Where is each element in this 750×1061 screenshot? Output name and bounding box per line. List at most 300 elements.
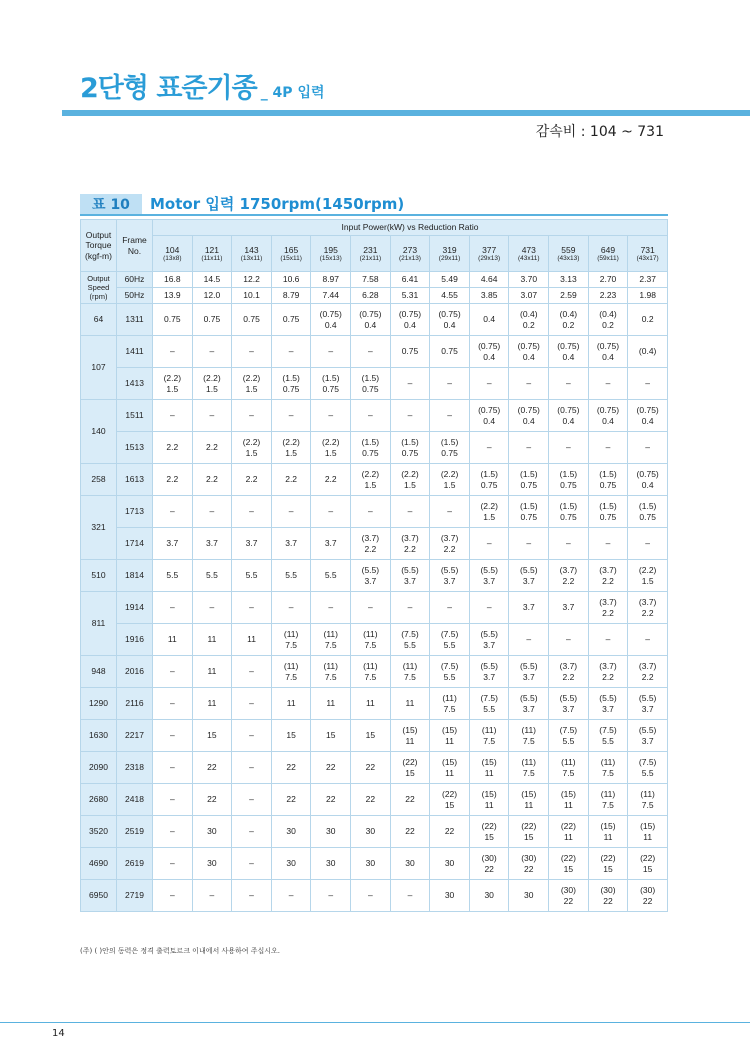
power-cell xyxy=(390,464,430,496)
power-cell: – xyxy=(469,432,509,464)
table-row xyxy=(81,336,668,368)
power-split xyxy=(628,661,667,681)
power-split xyxy=(549,469,588,489)
speed-label: Output Speed (rpm) xyxy=(81,272,117,304)
speed-value: 3.07 xyxy=(509,288,549,304)
power-cell: 15 xyxy=(192,720,232,752)
power-cell: – xyxy=(271,496,311,528)
power-rated: 11 xyxy=(524,799,534,810)
torque-cell: 107 xyxy=(81,336,117,400)
power-split xyxy=(589,469,628,489)
power-rated: 5.5 xyxy=(443,639,456,650)
power-cell xyxy=(469,720,509,752)
power-cell xyxy=(311,304,351,336)
power-cell xyxy=(232,432,272,464)
power-rated: 0.4 xyxy=(324,319,337,330)
power-cell: – xyxy=(153,400,193,432)
power-cell: 30 xyxy=(469,880,509,912)
power-cell xyxy=(469,752,509,784)
power-cell xyxy=(469,656,509,688)
power-cell xyxy=(469,688,509,720)
power-split xyxy=(430,437,469,457)
ratio-value: 104 xyxy=(165,244,180,255)
power-cell xyxy=(509,400,549,432)
power-cell xyxy=(469,560,509,592)
power-cell xyxy=(430,432,470,464)
power-rated: 15 xyxy=(444,799,455,810)
power-cell: – xyxy=(153,752,193,784)
ratio-stage: (13x8) xyxy=(163,254,182,262)
power-cell xyxy=(390,752,430,784)
power-rated: 15 xyxy=(524,831,534,842)
power-rated: 15 xyxy=(563,863,574,874)
power-max: (11) xyxy=(283,661,299,672)
power-max: (2.2) xyxy=(203,373,221,384)
power-cell: 2.2 xyxy=(192,464,232,496)
speed-value: 4.64 xyxy=(469,272,509,288)
power-max: (11) xyxy=(521,725,537,736)
power-cell xyxy=(469,400,509,432)
table-row xyxy=(81,304,668,336)
power-split xyxy=(470,661,509,681)
power-split xyxy=(549,789,588,809)
power-rated: 1.5 xyxy=(324,447,337,458)
power-cell: 3.7 xyxy=(271,528,311,560)
power-rated: 11 xyxy=(484,799,494,810)
spec-table xyxy=(80,219,668,912)
power-rated: 0.4 xyxy=(562,351,575,362)
power-max: (5.5) xyxy=(361,565,380,576)
power-split xyxy=(351,565,390,585)
power-max: (2.2) xyxy=(242,373,261,384)
power-cell: 5.5 xyxy=(153,560,193,592)
power-max: (5.5) xyxy=(440,565,459,576)
power-max: (0.75) xyxy=(478,341,501,352)
power-split xyxy=(470,853,509,873)
power-max: (1.5) xyxy=(520,501,538,512)
power-rated: 0.4 xyxy=(364,319,377,330)
power-cell: – xyxy=(588,432,628,464)
power-max: (11) xyxy=(402,661,418,672)
power-rated: 1.5 xyxy=(364,479,377,490)
power-max: (0.75) xyxy=(557,405,580,416)
power-cell xyxy=(588,688,628,720)
power-split xyxy=(509,757,548,777)
power-split xyxy=(628,501,667,521)
power-cell: – xyxy=(192,496,232,528)
power-cell: 11 xyxy=(192,624,232,656)
power-max: (5.5) xyxy=(559,693,578,704)
power-cell: – xyxy=(232,336,272,368)
power-rated: 5.5 xyxy=(602,735,614,746)
torque-cell: 258 xyxy=(81,464,117,496)
power-split xyxy=(628,597,667,617)
power-split xyxy=(589,885,628,905)
speed-value: 2.59 xyxy=(549,288,589,304)
power-rated: 0.4 xyxy=(522,351,535,362)
power-cell xyxy=(549,784,589,816)
power-split xyxy=(311,309,350,329)
frame-cell: 2619 xyxy=(117,848,153,880)
power-max: (15) xyxy=(600,821,616,832)
power-max: (0.75) xyxy=(596,341,620,352)
header-row xyxy=(81,220,668,236)
power-split xyxy=(311,437,350,457)
power-cell: 3.7 xyxy=(232,528,272,560)
table-title: Motor 입력 1750rpm(1450rpm) xyxy=(150,195,405,213)
power-cell xyxy=(628,784,668,816)
power-cell: – xyxy=(271,400,311,432)
table-row xyxy=(81,752,668,784)
power-max: (22) xyxy=(560,821,576,832)
power-split xyxy=(391,565,430,585)
page-title: 2단형 표준기종 xyxy=(80,73,257,104)
power-rated: 15 xyxy=(603,863,613,874)
power-split xyxy=(628,789,667,809)
power-cell xyxy=(628,816,668,848)
power-rated: 2.2 xyxy=(602,575,614,586)
power-split xyxy=(628,405,667,425)
speed-value: 2.37 xyxy=(628,272,668,288)
power-cell xyxy=(430,784,470,816)
power-rated: 2.2 xyxy=(364,543,377,554)
frame-cell: 2418 xyxy=(117,784,153,816)
power-max: (2.2) xyxy=(282,437,300,448)
power-max: (3.7) xyxy=(638,661,657,672)
power-max: (5.5) xyxy=(480,661,498,672)
power-cell: 5.5 xyxy=(271,560,311,592)
table-row xyxy=(81,880,668,912)
power-cell: – xyxy=(153,720,193,752)
power-cell: – xyxy=(232,752,272,784)
power-max: (5.5) xyxy=(480,629,498,640)
power-max: (1.5) xyxy=(480,469,498,480)
power-split xyxy=(549,757,588,777)
power-cell xyxy=(271,368,311,400)
power-rated: 0.2 xyxy=(562,319,575,330)
power-cell: – xyxy=(351,592,391,624)
power-cell: 22 xyxy=(351,752,391,784)
power-rated: 0.75 xyxy=(599,479,617,490)
header-input-power: Input Power(kW) vs Reduction Ratio xyxy=(153,220,668,236)
ratio-stage: (15x13) xyxy=(319,254,342,262)
power-cell xyxy=(588,464,628,496)
frame-cell: 2318 xyxy=(117,752,153,784)
power-cell xyxy=(549,304,589,336)
power-rated: 15 xyxy=(405,767,415,778)
power-split xyxy=(628,693,667,713)
power-cell xyxy=(628,592,668,624)
power-split xyxy=(391,725,430,745)
power-rated: 3.7 xyxy=(483,671,496,682)
power-cell: 0.75 xyxy=(271,304,311,336)
power-max: (2.2) xyxy=(163,373,182,384)
power-cell xyxy=(588,400,628,432)
speed-value: 8.79 xyxy=(271,288,311,304)
power-split xyxy=(628,565,667,585)
page-number: 14 xyxy=(52,1028,65,1039)
power-cell xyxy=(509,688,549,720)
ratio-stage: (29x13) xyxy=(478,254,501,262)
power-rated: 0.75 xyxy=(639,511,656,522)
power-cell: 30 xyxy=(271,848,311,880)
power-split xyxy=(470,693,509,713)
power-rated: 1.5 xyxy=(206,383,218,394)
power-cell: – xyxy=(153,592,193,624)
power-rated: 22 xyxy=(563,895,574,906)
power-rated: 22 xyxy=(642,895,653,906)
header-ratio-cell xyxy=(351,236,391,272)
power-max: (30) xyxy=(640,885,656,896)
power-split xyxy=(549,693,588,713)
power-cell xyxy=(509,784,549,816)
power-cell: – xyxy=(509,528,549,560)
power-rated: 1.5 xyxy=(404,479,416,490)
frame-cell: 2719 xyxy=(117,880,153,912)
power-max: (1.5) xyxy=(559,501,578,512)
power-cell: 0.75 xyxy=(192,304,232,336)
power-cell: – xyxy=(588,624,628,656)
table-row xyxy=(81,592,668,624)
power-split xyxy=(549,725,588,745)
power-max: (30) xyxy=(521,853,537,864)
power-cell: – xyxy=(192,880,232,912)
power-cell xyxy=(628,880,668,912)
power-split xyxy=(509,341,548,361)
power-split xyxy=(589,725,628,745)
power-rated: 3.7 xyxy=(404,575,416,586)
power-rated: 0.75 xyxy=(520,511,538,522)
power-max: (15) xyxy=(521,789,537,800)
speed-value: 16.8 xyxy=(153,272,193,288)
frame-cell: 1511 xyxy=(117,400,153,432)
power-cell xyxy=(351,560,391,592)
power-cell xyxy=(549,720,589,752)
power-rated: 5.5 xyxy=(562,735,575,746)
power-cell: (0.4) xyxy=(628,336,668,368)
power-cell: 3.7 xyxy=(311,528,351,560)
power-cell xyxy=(390,624,430,656)
frame-cell: 1914 xyxy=(117,592,153,624)
power-cell: – xyxy=(232,720,272,752)
power-cell: – xyxy=(390,592,430,624)
power-rated: 11 xyxy=(484,767,494,778)
power-rated: 7.5 xyxy=(285,671,298,682)
torque-cell: 2680 xyxy=(81,784,117,816)
power-cell xyxy=(430,752,470,784)
power-cell: – xyxy=(430,368,470,400)
power-split xyxy=(470,405,509,425)
power-cell: – xyxy=(192,592,232,624)
frame-cell: 1714 xyxy=(117,528,153,560)
power-cell: – xyxy=(232,816,272,848)
table-row xyxy=(81,400,668,432)
power-cell xyxy=(588,560,628,592)
power-cell: – xyxy=(628,528,668,560)
header-ratio-cell xyxy=(311,236,351,272)
frame-cell: 1513 xyxy=(117,432,153,464)
power-cell: – xyxy=(469,368,509,400)
power-cell: – xyxy=(390,368,430,400)
power-cell xyxy=(390,304,430,336)
power-split xyxy=(311,661,350,681)
frame-cell: 1413 xyxy=(117,368,153,400)
power-max: (22) xyxy=(600,853,616,864)
power-cell xyxy=(628,688,668,720)
power-max: (0.75) xyxy=(596,405,620,416)
power-rated: 15 xyxy=(484,831,494,842)
power-max: (2.2) xyxy=(638,565,657,576)
power-split xyxy=(628,469,667,489)
power-cell: – xyxy=(153,688,193,720)
power-split xyxy=(470,725,509,745)
header-ratio-cell xyxy=(192,236,232,272)
power-cell xyxy=(430,560,470,592)
power-rated: 0.4 xyxy=(562,415,575,426)
power-max: (2.2) xyxy=(440,469,459,480)
power-split xyxy=(153,373,192,393)
power-cell xyxy=(430,720,470,752)
power-split xyxy=(628,821,667,841)
power-split xyxy=(589,661,628,681)
power-cell xyxy=(549,336,589,368)
power-max: (0.4) xyxy=(559,309,578,320)
speed-value: 4.55 xyxy=(430,288,470,304)
power-cell xyxy=(628,752,668,784)
page-subtitle: _ 4P 입력 xyxy=(260,85,325,101)
speed-value: 6.28 xyxy=(351,288,391,304)
power-cell: 30 xyxy=(311,848,351,880)
power-split xyxy=(470,565,509,585)
power-cell: – xyxy=(628,368,668,400)
ratio-row xyxy=(81,236,668,272)
power-cell xyxy=(628,464,668,496)
torque-cell: 140 xyxy=(81,400,117,464)
power-cell: 5.5 xyxy=(311,560,351,592)
power-rated: 7.5 xyxy=(522,767,535,778)
power-cell: – xyxy=(351,880,391,912)
power-rated: 0.75 xyxy=(599,511,617,522)
power-max: (5.5) xyxy=(520,693,538,704)
power-rated: 2.2 xyxy=(602,607,614,618)
power-rated: 3.7 xyxy=(443,575,456,586)
table-heading-divider xyxy=(80,214,668,216)
ratio-range: 감속비 : 104 ~ 731 xyxy=(535,124,664,140)
power-rated: 0.75 xyxy=(362,447,379,458)
power-max: (22) xyxy=(560,853,576,864)
power-cell: – xyxy=(232,880,272,912)
power-cell: 22 xyxy=(311,784,351,816)
power-cell xyxy=(549,816,589,848)
power-rated: 1.5 xyxy=(641,575,654,586)
power-split xyxy=(311,373,350,393)
power-rated: 2.2 xyxy=(641,671,654,682)
power-max: (30) xyxy=(600,885,616,896)
power-rated: 7.5 xyxy=(443,703,456,714)
power-cell: – xyxy=(549,624,589,656)
power-split xyxy=(430,693,469,713)
power-cell: – xyxy=(232,400,272,432)
power-cell xyxy=(588,656,628,688)
power-split xyxy=(430,725,469,745)
power-cell: – xyxy=(232,496,272,528)
power-split xyxy=(549,501,588,521)
power-cell xyxy=(351,368,391,400)
power-max: (1.5) xyxy=(559,469,578,480)
power-cell: – xyxy=(469,528,509,560)
power-split xyxy=(589,693,628,713)
power-rated: 22 xyxy=(603,895,613,906)
power-cell: – xyxy=(430,400,470,432)
power-cell: – xyxy=(549,528,589,560)
power-cell xyxy=(469,336,509,368)
power-split xyxy=(628,885,667,905)
power-cell xyxy=(153,368,193,400)
power-split xyxy=(549,565,588,585)
power-max: (7.5) xyxy=(401,629,419,640)
ratio-value: 121 xyxy=(204,244,219,255)
power-max: (0.75) xyxy=(478,405,501,416)
power-rated: 0.75 xyxy=(401,447,419,458)
power-cell: 2.2 xyxy=(271,464,311,496)
power-rated: 3.7 xyxy=(641,735,654,746)
power-cell xyxy=(509,336,549,368)
power-split xyxy=(509,469,548,489)
power-split xyxy=(589,341,628,361)
table-row xyxy=(81,624,668,656)
power-cell: – xyxy=(153,848,193,880)
power-max: (2.2) xyxy=(361,469,380,480)
power-rated: 7.5 xyxy=(324,671,337,682)
power-cell xyxy=(628,496,668,528)
power-max: (2.2) xyxy=(480,501,498,512)
power-cell: 3.7 xyxy=(549,592,589,624)
power-max: (3.7) xyxy=(559,661,578,672)
ratio-value: 143 xyxy=(244,244,259,255)
power-cell xyxy=(549,464,589,496)
header-ratio-cell xyxy=(469,236,509,272)
power-cell: – xyxy=(509,432,549,464)
power-cell: 2.2 xyxy=(153,432,193,464)
power-cell xyxy=(549,496,589,528)
power-cell xyxy=(311,624,351,656)
power-cell: 22 xyxy=(390,784,430,816)
ratio-stage: (11x11) xyxy=(201,254,223,262)
frame-cell: 1814 xyxy=(117,560,153,592)
power-max: (11) xyxy=(600,757,616,768)
torque-cell: 1290 xyxy=(81,688,117,720)
power-rated: 7.5 xyxy=(324,639,337,650)
power-max: (2.2) xyxy=(242,437,261,448)
power-max: (5.5) xyxy=(520,565,538,576)
power-cell xyxy=(588,784,628,816)
power-rated: 0.75 xyxy=(362,383,379,394)
power-rated: 22 xyxy=(484,863,494,874)
power-cell xyxy=(430,688,470,720)
power-cell: 22 xyxy=(390,816,430,848)
power-max: (30) xyxy=(481,853,497,864)
power-split xyxy=(549,341,588,361)
ratio-value: 273 xyxy=(402,244,418,255)
table-row xyxy=(81,784,668,816)
power-cell: – xyxy=(311,592,351,624)
power-cell: – xyxy=(153,784,193,816)
power-max: (15) xyxy=(402,725,418,736)
power-cell xyxy=(509,752,549,784)
power-split xyxy=(549,309,588,329)
power-rated: 7.5 xyxy=(641,799,654,810)
table-row xyxy=(81,496,668,528)
